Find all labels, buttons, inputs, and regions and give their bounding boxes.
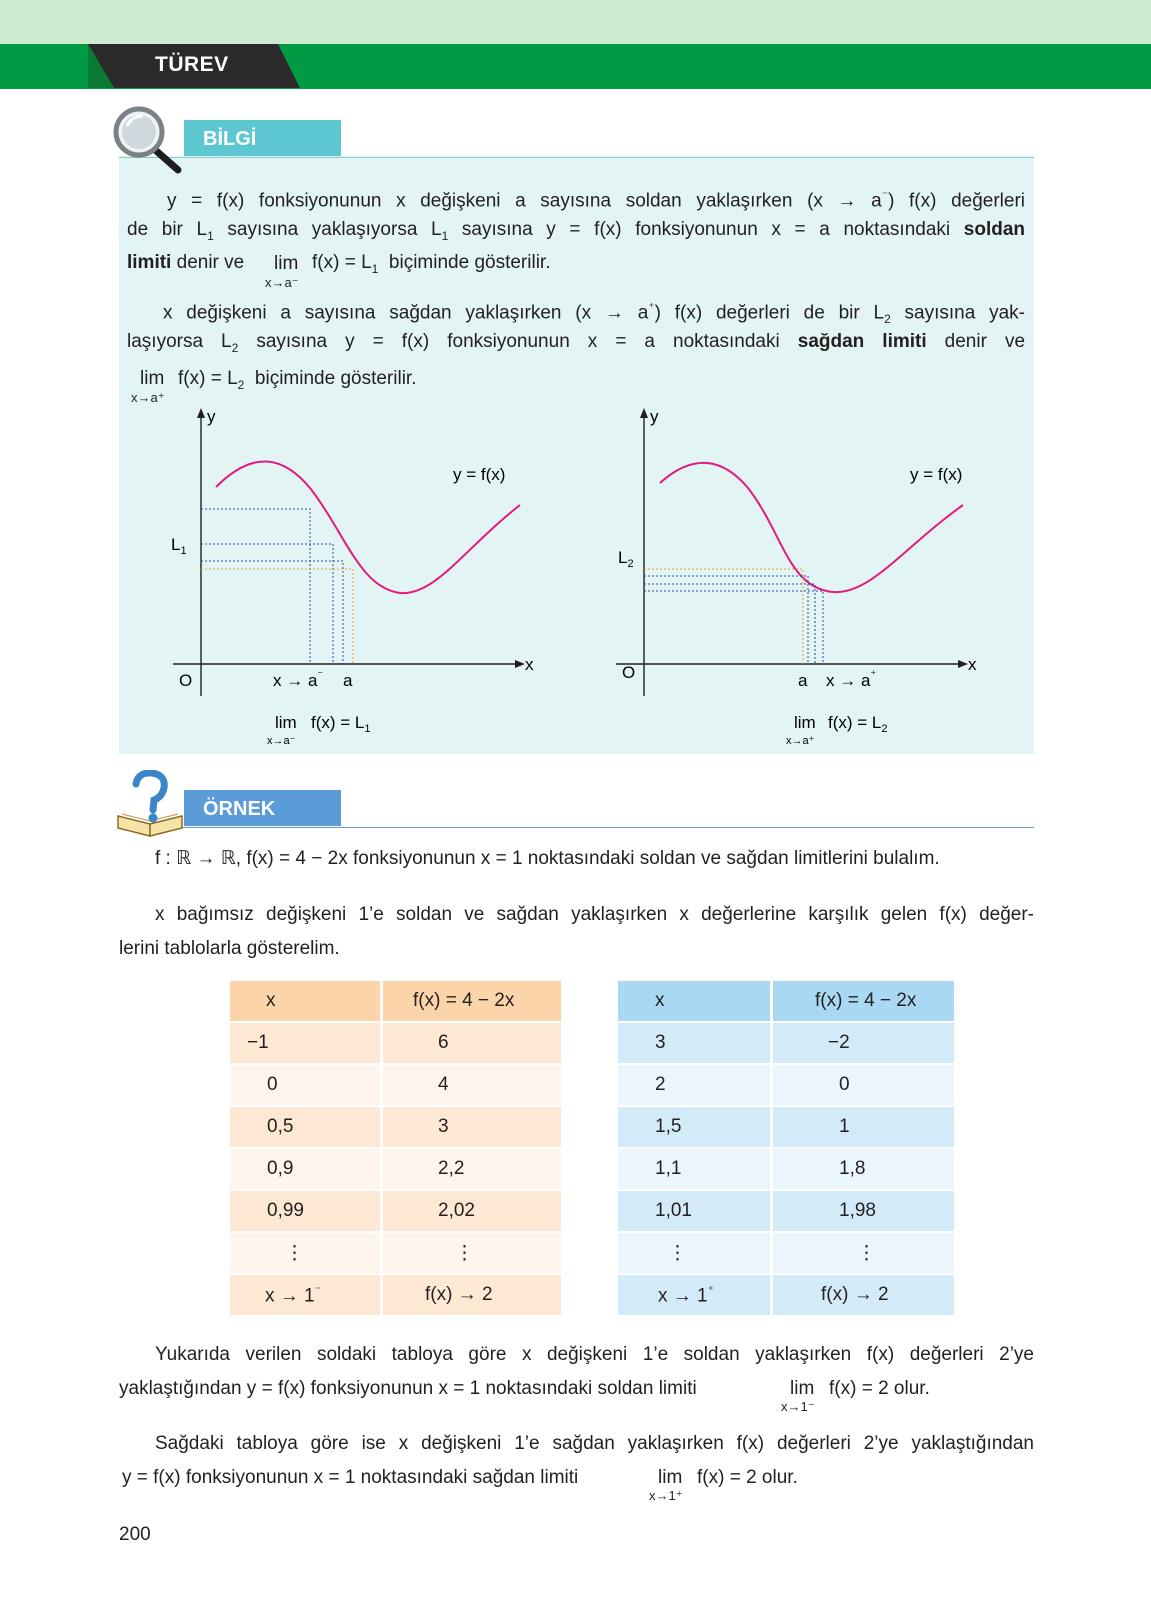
- info-para2-lim-expr: $f(x) = L_2$ biçiminde gösterilir.: [178, 368, 417, 392]
- body-intro-line2: lerini tablolarla gösterelim.: [119, 938, 340, 959]
- y-label: y: [650, 408, 659, 426]
- table-cell: 6: [382, 1022, 562, 1064]
- body-intro-line1: x bağımsız değişkeni 1’e soldan ve sağdan yaklaşırken x değerlerine karşılık gelen f(x) değer-: [155, 904, 1034, 925]
- info-header-label: BİLGİ: [203, 128, 257, 150]
- y-axis-arrow: [640, 408, 648, 418]
- caption-lim: lim: [275, 713, 297, 732]
- table-row: [618, 1274, 954, 1316]
- example-statement: f : ℝ → ℝ, f(x) = 4 − 2x fonksiyonunun x = 1 noktasındaki soldan ve sağdan limitlerini bulalım.: [155, 848, 940, 869]
- table-cell: 2,2: [382, 1148, 562, 1190]
- table-cell: −1: [230, 1022, 382, 1064]
- y-axis-arrow: [197, 408, 205, 418]
- caption-expr: $f(x) = L_1$: [311, 713, 371, 735]
- table-header-cell: x: [230, 981, 382, 1022]
- curve-label: y = f(x): [910, 465, 963, 484]
- info-para2-line1: x değişkeni a sayısına sağdan yaklaşırken (x → a⁺) f(x) değerleri de bir $L_2$ sayısına yak-: [163, 300, 1025, 327]
- table-cell: 1,01: [618, 1190, 772, 1232]
- info-para2-lim-word: lim: [140, 368, 165, 389]
- table-cell: ⋮: [618, 1232, 772, 1274]
- table-row: [618, 1106, 954, 1148]
- example-header-line: [119, 827, 1034, 828]
- table-cell: x → 1⁻: [230, 1274, 382, 1316]
- origin-label: O: [179, 671, 193, 690]
- a-label: a: [343, 671, 353, 690]
- conclusion2-line2: y = f(x) fonksiyonunun x = 1 noktasındaki sağdan limiti: [122, 1467, 579, 1488]
- conclusion2-lim-expr: f(x) = 2 olur.: [697, 1467, 798, 1488]
- info-para1-lim-word: lim: [274, 253, 299, 274]
- conclusion1-lim-expr: f(x) = 2 olur.: [829, 1378, 930, 1399]
- table-cell: ⋮: [382, 1232, 562, 1274]
- table-cell: 1,1: [618, 1148, 772, 1190]
- y-label: y: [207, 408, 216, 426]
- guide-lines-blue: [644, 576, 823, 664]
- table-cell: x → 1⁺: [618, 1274, 772, 1316]
- x-label: x: [968, 655, 977, 674]
- table-cell: 1,98: [772, 1190, 955, 1232]
- table-row: [230, 1190, 561, 1232]
- info-para1-line3: limiti denir ve: [127, 252, 245, 273]
- table-cell: 4: [382, 1064, 562, 1106]
- table-cell: 2: [618, 1064, 772, 1106]
- header-top-band: [0, 0, 1151, 44]
- right-value-table: [618, 981, 954, 1317]
- conclusion1-line2: yaklaştığından y = f(x) fonksiyonunun x = 1 noktasındaki soldan limiti: [119, 1378, 697, 1399]
- limit-label: $L_2$: [618, 548, 634, 570]
- table-row: [618, 1232, 954, 1274]
- table-cell: 1: [772, 1106, 955, 1148]
- guide-lines-orange: [644, 569, 803, 664]
- conclusion1-lim-word: lim: [790, 1378, 815, 1399]
- conclusion2-lim-sub: x→1⁺: [649, 1488, 683, 1503]
- table-cell: 0,9: [230, 1148, 382, 1190]
- table-cell: 0,99: [230, 1190, 382, 1232]
- x-approach-label: x → a⁻: [273, 669, 324, 690]
- table-row: [618, 1190, 954, 1232]
- x-label: x: [525, 655, 534, 674]
- table-header-cell: f(x) = 4 − 2x: [772, 981, 955, 1022]
- conclusion1-line1: Yukarıda verilen soldaki tabloya göre x değişkeni 1’e soldan yaklaşırken f(x) değerleri 2’ye: [155, 1344, 1034, 1365]
- table-row: [618, 1148, 954, 1190]
- table-cell: f(x) → 2: [772, 1274, 955, 1316]
- conclusion1-lim-sub: x→1⁻: [781, 1399, 815, 1414]
- left-value-table: [230, 981, 561, 1317]
- table-cell: 0: [230, 1064, 382, 1106]
- guide-lines-orange: [201, 569, 353, 664]
- table-row: [230, 1232, 561, 1274]
- info-para1-lim-sub: x→a⁻: [265, 275, 299, 290]
- limit-label: $L_1$: [171, 535, 187, 557]
- right-limit-graph: [608, 408, 988, 753]
- table-row: [230, 1148, 561, 1190]
- x-approach-label: x → a⁺: [826, 669, 877, 690]
- caption-lim: lim: [794, 713, 816, 732]
- curve-label: y = f(x): [453, 465, 506, 484]
- table-header-cell: x: [618, 981, 772, 1022]
- table-header-row: [618, 981, 954, 1022]
- table-cell: 0: [772, 1064, 955, 1106]
- info-para1-line1: y = f(x) fonksiyonunun x değişkeni a sayısına soldan yaklaşırken (x → a⁻) f(x) değerleri: [167, 188, 1026, 212]
- table-row: [230, 1064, 561, 1106]
- caption-sub: x→a⁺: [786, 735, 815, 747]
- table-cell: 3: [618, 1022, 772, 1064]
- conclusion2-lim-word: lim: [658, 1467, 683, 1488]
- info-para2-line2: laşıyorsa $L_2$ sayısına y = f(x) fonksiyonunun x = a noktasındaki sağdan limiti denir ve: [127, 331, 1026, 355]
- table-cell: 0,5: [230, 1106, 382, 1148]
- left-limit-graph: [165, 408, 545, 753]
- table-row: [230, 1106, 561, 1148]
- page-number: 200: [119, 1524, 151, 1545]
- book-question-icon: [116, 770, 188, 838]
- table-cell: 1,8: [772, 1148, 955, 1190]
- chapter-title: TÜREV: [155, 53, 229, 76]
- table-header-cell: f(x) = 4 − 2x: [382, 981, 562, 1022]
- table-cell: 3: [382, 1106, 562, 1148]
- guide-lines-blue: [201, 509, 343, 664]
- origin-label: O: [622, 663, 636, 682]
- x-axis-arrow: [958, 660, 968, 668]
- table-cell: ⋮: [772, 1232, 955, 1274]
- info-para2-lim-sub: x→a⁺: [131, 390, 165, 405]
- table-row: [230, 1022, 561, 1064]
- table-header-row: [230, 981, 561, 1022]
- info-header-line: [119, 157, 1034, 158]
- caption-sub: x→a⁻: [267, 735, 296, 747]
- conclusion2-line1: Sağdaki tabloya göre ise x değişkeni 1’e sağdan yaklaşırken f(x) değerleri 2’ye yaklaştığından: [155, 1433, 1034, 1454]
- table-cell: −2: [772, 1022, 955, 1064]
- magnifier-icon: [112, 104, 184, 174]
- table-cell: 1,5: [618, 1106, 772, 1148]
- table-row: [618, 1022, 954, 1064]
- table-cell: ⋮: [230, 1232, 382, 1274]
- example-header-label: ÖRNEK: [203, 798, 276, 820]
- table-cell: f(x) → 2: [382, 1274, 562, 1316]
- info-para1-line2: de bir $L_1$ sayısına yaklaşıyorsa $L_1$ sayısına y = f(x) fonksiyonunun x = a noktasındaki soldan: [127, 219, 1025, 243]
- caption-expr: $f(x) = L_2$: [828, 713, 888, 735]
- a-label: a: [798, 671, 808, 690]
- x-axis-arrow: [515, 660, 525, 668]
- table-row: [230, 1274, 561, 1316]
- table-cell: 2,02: [382, 1190, 562, 1232]
- table-row: [618, 1064, 954, 1106]
- info-para1-lim-expr: $f(x) = L_1$ biçiminde gösterilir.: [312, 252, 551, 276]
